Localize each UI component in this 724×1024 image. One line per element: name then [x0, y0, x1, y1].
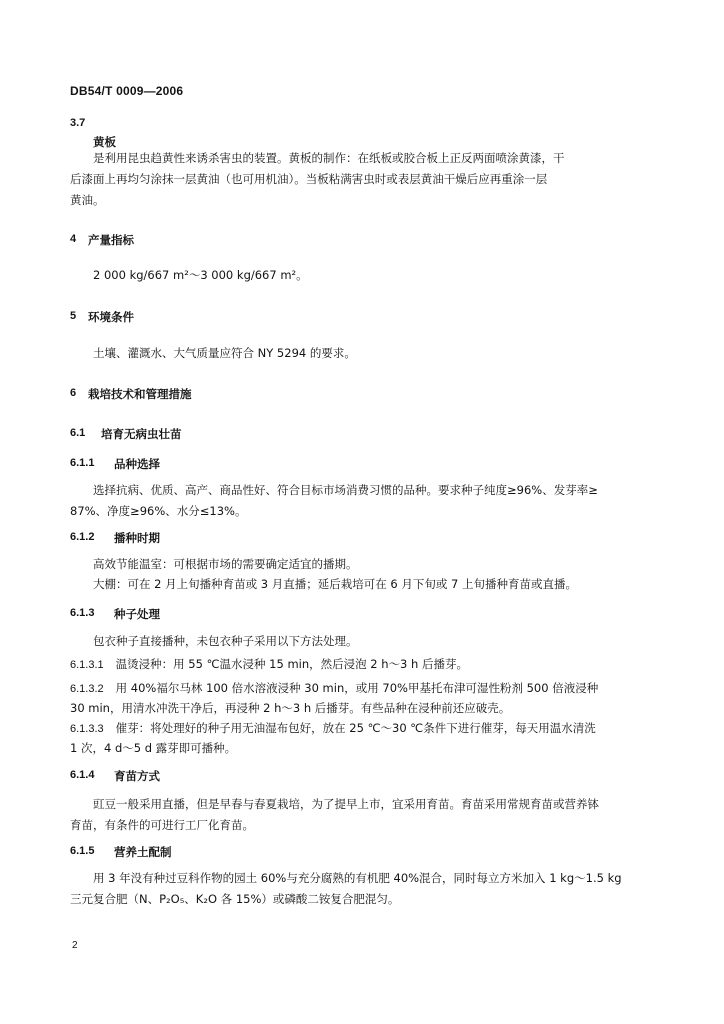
clause-number-6-1-5: 6.1.5: [70, 845, 95, 857]
clause-title-6: 栽培技术和管理措施: [88, 387, 192, 401]
paragraph-line: 豇豆一般采用直播，但是早春与春夏栽培，为了提早上市，宜采用育苗。育苗采用常规育苗或营养钵: [93, 797, 599, 811]
clause-title-5: 环境条件: [88, 310, 134, 324]
clause-title-6-1-2: 播种时期: [114, 531, 160, 545]
clause-title-6-1: 培育无病虫壮苗: [101, 427, 182, 441]
paragraph-line: 是利用昆虫趋黄性来诱杀害虫的装置。黄板的制作：在纸板或胶合板上正反两面喷涂黄漆，干: [93, 151, 565, 165]
paragraph-line: 黄油。: [70, 193, 105, 207]
clause-title-6-1-5: 营养土配制: [114, 845, 172, 859]
yield-text: 2 000 kg/667 m²～3 000 kg/667 m²。: [93, 268, 308, 282]
paragraph-line: 后漆面上再均匀涂抹一层黄油（也可用机油）。当板粘满害虫时或表层黄油干燥后应再重涂一层: [70, 172, 548, 186]
sub-clause-number: 6.1.3.3: [70, 723, 104, 735]
greenhouse-line: 高效节能温室：可根据市场的需要确定适宜的播期。: [93, 557, 358, 571]
sub-clause-text: 催芽：将处理好的种子用无油湿布包好，放在 25 ℃～30 ℃条件下进行催芽，每天用温水清洗: [115, 721, 596, 735]
sub-clause-6-1-3-3-cont: 1 次，4 d～5 d 露芽即可播种。: [70, 741, 237, 755]
paragraph-line: 用 3 年没有种过豆科作物的园土 60%与充分腐熟的有机肥 40%混合，同时每立方米加入 1 kg～1.5 kg: [93, 871, 622, 885]
clause-title-3-7: 黄板: [93, 135, 116, 149]
clause-title-6-1-1: 品种选择: [114, 457, 160, 471]
clause-number-6-1-2: 6.1.2: [70, 531, 95, 543]
clause-number-6-1-1: 6.1.1: [70, 457, 95, 469]
clause-title-6-1-4: 育苗方式: [114, 769, 160, 783]
paragraph-6-1-5: [70, 868, 654, 910]
clause-number-6-1: 6.1: [70, 427, 86, 439]
clause-number-5: 5: [70, 310, 77, 322]
clause-number-6-1-4: 6.1.4: [70, 769, 95, 781]
paragraph-line: 选择抗病、优质、高产、商品性好、符合目标市场消费习惯的品种。要求种子纯度≥96%、发芽率≥: [93, 483, 598, 497]
clause-number-6-1-3: 6.1.3: [70, 607, 95, 619]
sub-clause-6-1-3-3: [70, 719, 654, 739]
paragraph-line: 三元复合肥（N、P₂O₅、K₂O 各 15%）或磷酸二铵复合肥混匀。: [70, 892, 400, 906]
page-number: 2: [72, 940, 78, 951]
standard-code: DB54/T 0009—2006: [70, 84, 184, 98]
clause-title-4: 产量指标: [88, 233, 134, 247]
paragraph-6-1-4: [70, 794, 654, 836]
paragraph-6-1-1: [70, 480, 654, 522]
sub-clause-text: 用 40%福尔马林 100 倍水溶液浸种 30 min，或用 70%甲基托布津可湿性粉剂 500 倍液浸种: [115, 681, 599, 695]
clause-number-3-7: 3.7: [70, 117, 86, 129]
sub-clause-6-1-3-2-cont: 30 min，用清水冲洗干净后，再浸种 2 h～3 h 后播芽。有些品种在浸种前还应破壳。: [70, 701, 511, 715]
tunnel-line: 大棚：可在 2 月上旬播种育苗或 3 月直播；延后栽培可在 6 月下旬或 7 上旬播种育苗或直播。: [93, 577, 578, 591]
environment-text: 土壤、灌溉水、大气质量应符合 NY 5294 的要求。: [93, 346, 356, 360]
paragraph-line: 育苗，有条件的可进行工厂化育苗。: [70, 818, 254, 832]
sub-clause-6-1-3-1: [70, 655, 654, 675]
paragraph-line: 87%、净度≥96%、水分≤13%。: [70, 504, 247, 518]
seed-treatment-intro: 包衣种子直接播种，未包衣种子采用以下方法处理。: [93, 634, 358, 648]
clause-number-4: 4: [70, 233, 77, 245]
sub-clause-6-1-3-2: [70, 679, 654, 699]
clause-title-6-1-3: 种子处理: [114, 607, 160, 621]
sub-clause-number: 6.1.3.2: [70, 683, 104, 695]
sub-clause-text: 温烫浸种：用 55 ℃温水浸种 15 min，然后浸泡 2 h～3 h 后播芽。: [115, 657, 468, 671]
paragraph-3-7: [70, 148, 654, 211]
clause-number-6: 6: [70, 387, 77, 399]
sub-clause-number: 6.1.3.1: [70, 659, 104, 671]
